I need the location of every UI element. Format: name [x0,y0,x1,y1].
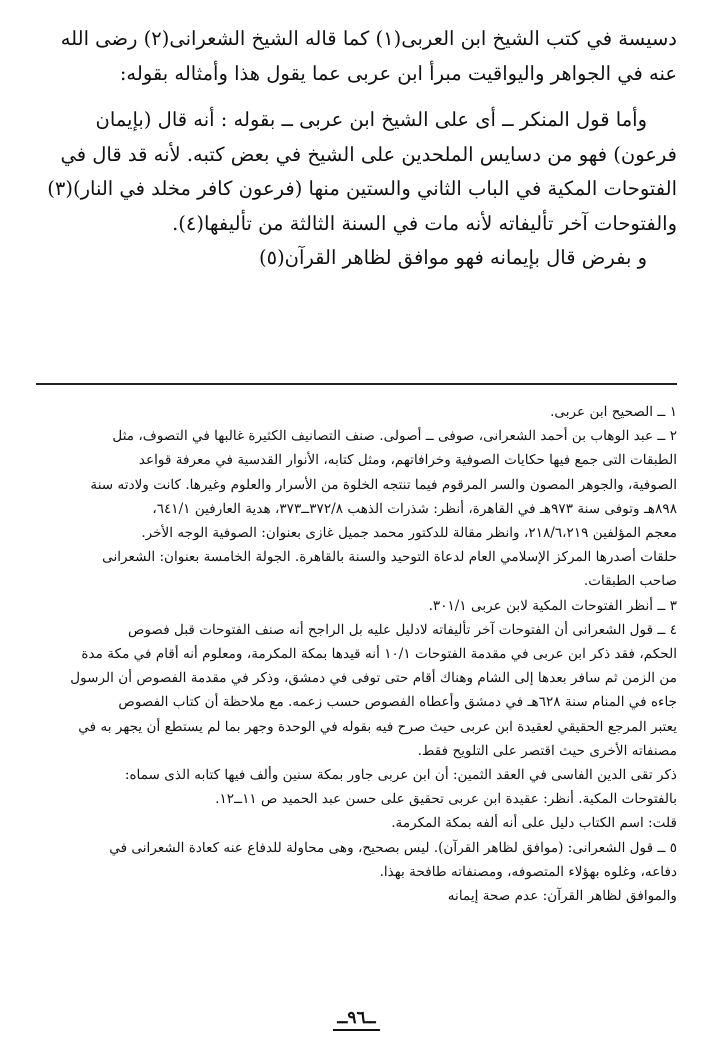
footnote-line: جاءه في المنام سنة ٦٢٨هـ في دمشق وأعطاه الفصوص حسب زعمه. مع ملاحظة أن كتاب الفصوص [118,694,677,711]
main-text-line: دسيسة في كتب الشيخ ابن العربى(١) كما قاله الشيخ الشعرانى(٢) رضى الله [60,27,677,50]
footnote-line: مصنفاته الأخرى حيث اقتصر على التلويح فقط. [417,742,677,759]
paragraph-gap [36,91,677,103]
footnote-line: ٥ ــ قول الشعرانى: (موافق لظاهر القرآن). ليس بصحيح، وهى محاولة للدفاع عنه كعادة الشعرانى في [109,839,677,856]
footnote-line: صاحب الطبقات. [583,573,677,590]
main-text-line: وأما قول المنكر ــ أى على الشيخ ابن عربى ــ بقوله : أنه قال (بإيمان [95,108,647,131]
footnote-line: ٢ ــ عبد الوهاب بن أحمد الشعرانى، صوفى ــ أصولى. صنف التصانيف الكثيرة غالبها في التصوف، مثل [112,428,677,445]
footnote-separator [36,383,677,385]
footnote-line: معجم المؤلفين ٢١٨/٦،٢١٩، وانظر مقالة للدكتور محمد جميل غازى بعنوان: الصوفية الوجه الأخر. [141,525,677,542]
book-page [36,22,677,1050]
main-text [36,22,677,276]
page-number: ــ٩٦ــ [333,1008,379,1031]
footnote-line: ذكر تقى الدين الفاسى في العقد الثمين: أن ابن عربى جاور بمكة سنين وألف فيها كتابه الذى سماه: [124,767,677,784]
footnote-line: ٣ ــ أنظر الفتوحات المكية لابن عربى ٣٠١/١. [428,597,677,614]
footnote-line: يعتبر المرجع الحقيقي لعقيدة ابن عربى حيث صرح فيه بقوله في الوحدة وجهر بما لم يستطع أن يجهر به في [78,718,677,735]
main-text-line: عنه في الجواهر واليواقيت مبرأ ابن عربى عما يقول هذا وأمثاله بقوله: [119,61,677,85]
footnote-line: الصوفية، والجوهر المصون والسر المرقوم فيما تنتجه الخلوة من الأسرار والعلوم وغيرها. كانت ولادته سنة [90,476,677,493]
footnote-line: ٤ ــ قول الشعرانى أن الفتوحات آخر تأليفاته لادليل عليه بل الراجح أنه صنف الفتوحات قبل فصوص [127,621,677,638]
main-text-line: والفتوحات آخر تأليفاته لأنه مات في السنة الثالثة من تأليفها(٤). [172,211,677,235]
footnote-line: الحكم، فقد ذكر ابن عربى في مقدمة الفتوحات ١٠/١ أنه قيدها بمكة المكرمة، ومعلوم أنه أقام في مكة مدة [81,646,677,663]
page-number-container [36,1008,677,1031]
footnote-line: من الزمن ثم سافر بعدها إلى الشام وهناك أقام حتى توفى في دمشق، وذكر في مقدمة الفصوص أن الرسول [70,670,677,687]
footnote-line: قلت: اسم الكتاب دليل على أنه ألفه بمكة المكرمة. [391,815,677,832]
footnote-line: والموافق لظاهر القرآن: عدم صحة إيمانه [447,888,677,905]
footnote-line: دفاعه، وغلوه بهؤلاء المتصوفه، ومصنفاته طافحة بهذا. [379,863,677,880]
footnote-line: حلقات أصدرها المركز الإسلامي العام لدعاة التوحيد والسنة بالقاهرة. الجولة الخامسة بعنوان: الشعرانى [102,549,677,566]
main-text-line: فرعون) فهو من دسايس الملحدين على الشيخ في بعض كتبه. لأنه قد قال في [60,142,677,166]
footnote-line: ١ ــ الصحيح ابن عربى. [550,404,677,420]
footnote-line: الطبقات التى جمع فيها حكايات الصوفية وخرافاتهم، ومثل كتابه، الأنوار القدسية في معرفة قواعد [138,452,677,469]
footnote-line: بالفتوحات المكية. أنظر: عقيدة ابن عربى تحقيق على حسن عبد الحميد ص ١١ــ١٢. [215,791,677,808]
main-text-line: و بفرض قال بإيمانه فهو موافق لظاهر القرآن(٥) [258,246,647,269]
main-text-line: الفتوحات المكية في الباب الثاني والستين منها (فرعون كافر مخلد في النار)(٣) [47,177,677,200]
footnote-line: ٨٩٨هـ وتوفى سنة ٩٧٣هـ في القاهرة، أنظر: شذرات الذهب ٣٧٢/٨ــ٣٧٣، هدية العارفين ٦٤١/١، [152,500,677,517]
footnotes [36,400,677,908]
